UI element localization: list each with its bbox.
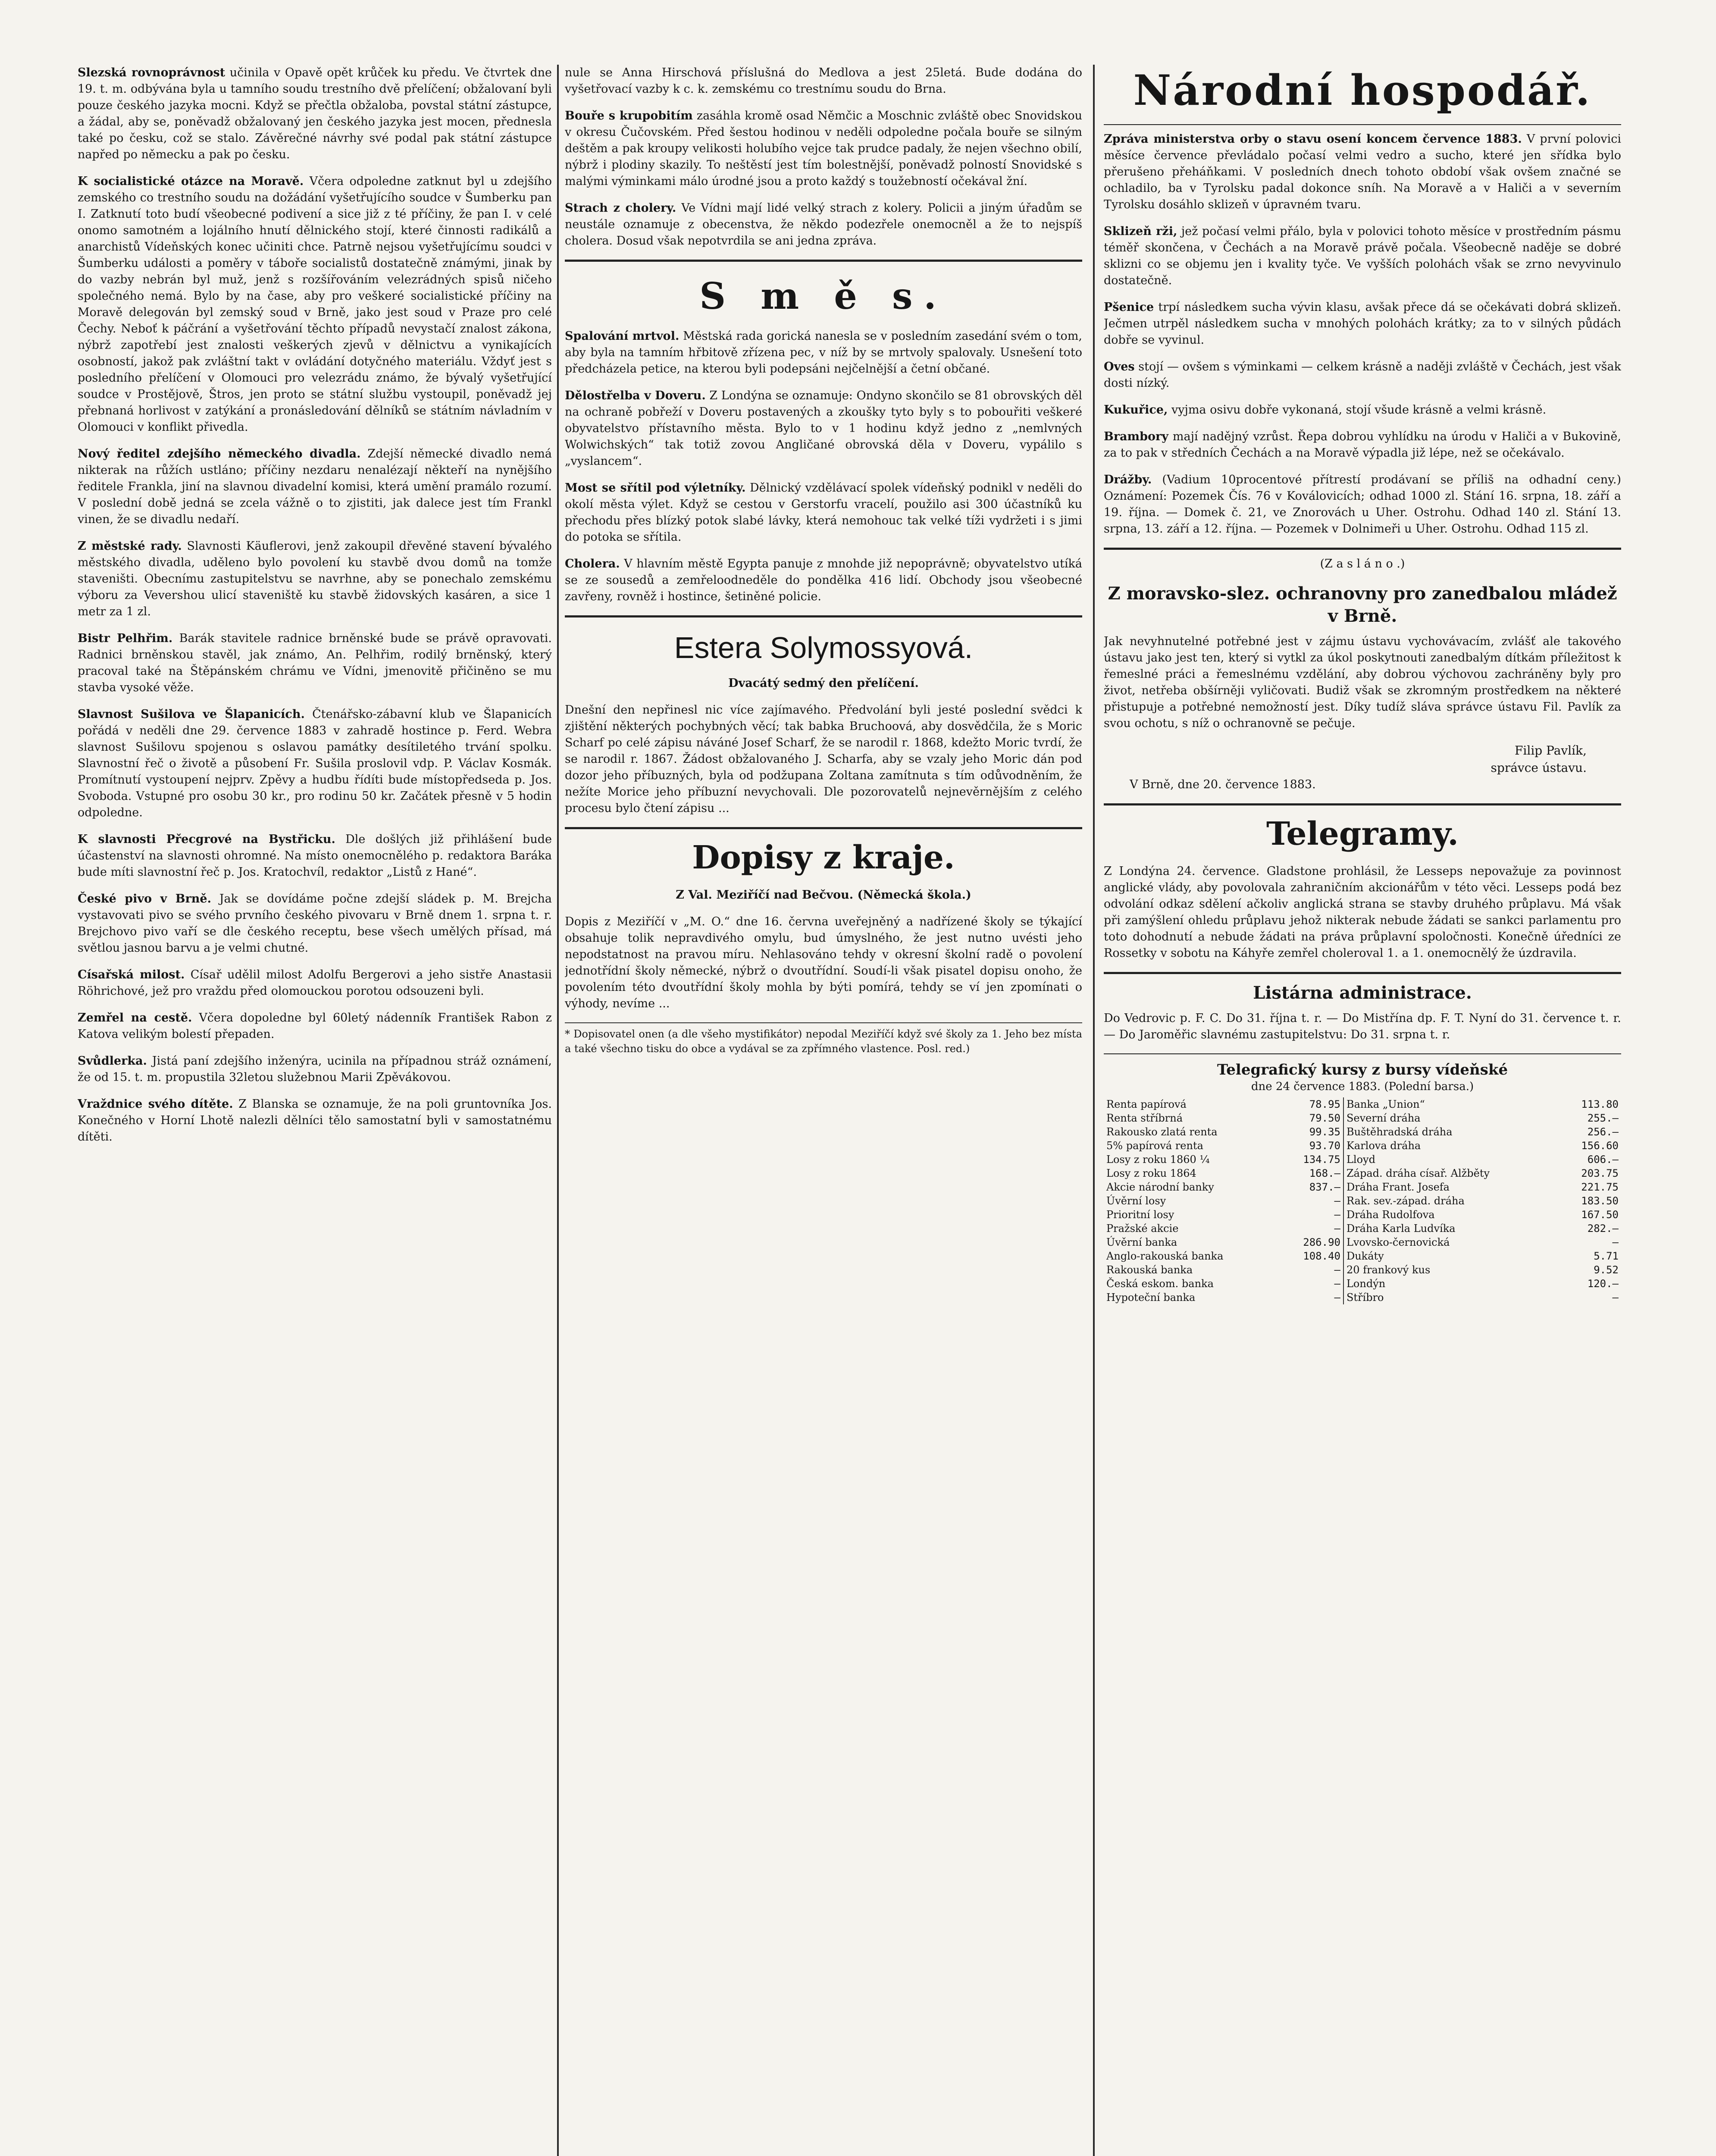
article-body: Jak se dovídáme počne zdejší sládek p. M. Brejcha vystavovati pivo se svého prvního českého pivovaru v Brně dnem 1. srpna t. r. Brejchovo pivo vaří se dle českého receptu, bese všech umělých přísad, má světlou jasnou barvu a je velmi chutné.: [78, 892, 552, 955]
rate-label: Severní dráha: [1346, 1112, 1421, 1124]
zaslano-body: Jak nevyhnutelné potřebné jest v zájmu ústavu vychovávacím, zvlášť ale takového ústavu jako jest ten, který si vytkl za úkol poskytnouti zanedbalým dítkám příležitost k řemeslné práci a řemeslnému vzdělání, aby dobrou výchovou zachráněny byly pro život, netřeba obšírněji vyličovati. Budiž však se zkromným prostředkem na některé přistupuje a potřebné nemožností jest. Díky tudíž sláva správce ústavu Fil. Pavlík za svou ochotu, s níž o ochranovně se pečuje.: [1104, 635, 1621, 730]
rate-value: 168.—: [1281, 1166, 1343, 1180]
article-body: mají nadějný vzrůst. Řepa dobrou vyhlídku na úrodu v Haliči a v Bukovině, za to pak v středních Čechách a na Moravě výpadla již lépe, než se očekávalo.: [1104, 430, 1621, 460]
rate-value: 282.—: [1587, 1222, 1619, 1235]
zaslano-signature: Filip Pavlík, správce ústavu.: [1491, 743, 1587, 775]
zaslano-label: (Z a s l á n o .): [1320, 557, 1405, 570]
section-divider: [565, 260, 1082, 262]
article-heading: Svůdlerka.: [78, 1054, 147, 1068]
rate-row: [1104, 1277, 1621, 1291]
rate-value: 183.50: [1581, 1195, 1619, 1207]
article-heading: České pivo v Brně.: [78, 892, 212, 906]
rate-label: Stříbro: [1346, 1291, 1384, 1304]
rate-row: [1104, 1180, 1621, 1194]
rate-value: —: [1281, 1277, 1343, 1291]
article: [78, 706, 552, 821]
rate-value: —: [1281, 1291, 1343, 1304]
article-heading: Kukuřice,: [1104, 403, 1168, 417]
rate-value: 156.60: [1581, 1140, 1619, 1152]
article-heading: Oves: [1104, 360, 1135, 373]
article: [565, 388, 1082, 470]
article: [78, 65, 552, 163]
article-heading: Bistr Pelhřim.: [78, 632, 173, 645]
estera-subheading: Dvacátý sedmý den přelíčení.: [728, 677, 919, 690]
rate-row: [1104, 1263, 1621, 1277]
rate-value: —: [1281, 1194, 1343, 1208]
article: [1104, 472, 1621, 537]
rate-value: 606.—: [1587, 1153, 1619, 1166]
section-divider: [1104, 803, 1621, 805]
article-heading: Císařská milost.: [78, 968, 185, 981]
article: [78, 891, 552, 956]
article-heading: Slezská rovnoprávnost: [78, 66, 225, 79]
article: [1104, 131, 1621, 213]
rate-label: Dráha Karla Ludvíka: [1346, 1222, 1456, 1235]
rate-label: Anglo-rakouská banka: [1106, 1250, 1224, 1262]
article: [78, 967, 552, 1000]
rate-row: [1104, 1291, 1621, 1304]
rate-value: 255.—: [1587, 1112, 1619, 1124]
rate-label: Dráha Frant. Josefa: [1346, 1181, 1450, 1193]
rate-label: Renta papírová: [1106, 1098, 1187, 1110]
article-heading: Dělostřelba v Doveru.: [565, 389, 706, 402]
zaslano-date: V Brně, dne 20. července 1883.: [1130, 778, 1316, 791]
rate-label: Banka „Union“: [1346, 1098, 1425, 1110]
article-body: V hlavním městě Egypta panuje z mnohde již nepoprávně; obyvatelstvo utíká se ze sousedů a zemřeloodneděle do pondělka 416 lidí. Obchody jsou všeobecné zavřeny, rovněž i hostince, šetiněné policie.: [565, 557, 1082, 603]
column-rule: [1093, 65, 1095, 2156]
rate-row: [1104, 1111, 1621, 1125]
article-body: Barák stavitele radnice brněnské bude se právě opravovati. Radnici brněnskou stavěl, jak známo, An. Pelhřim, rodilý brněnský, který pracoval také na Štěpánském chrámu ve Vídni, jmenovitě přičiněno se mu stavba vysoké věže.: [78, 632, 552, 694]
column-right: [1104, 65, 1621, 2156]
rate-row: [1104, 1097, 1621, 1111]
zaslano-heading: Z moravsko-slez. ochranovny pro zanedbalou mládež v Brně.: [1108, 583, 1617, 626]
rate-value: 99.35: [1281, 1125, 1343, 1139]
article-heading: Sklizeň rži,: [1104, 225, 1177, 238]
dopisy-place: Z Val. Meziříčí nad Bečvou. (Německá škola.): [676, 888, 971, 902]
article: [565, 200, 1082, 249]
rate-label: Losy z roku 1860 ¼: [1106, 1153, 1210, 1166]
rate-label: Úvěrní losy: [1106, 1195, 1166, 1207]
article-body: Z Blanska se oznamuje, že na poli gruntovníka Jos. Konečného v Horní Lhotě nalezli dělníci tělo samostatní byli v samostatnému dítěti.: [78, 1097, 552, 1144]
article-body: Slavnosti Käuflerovi, jenž zakoupil dřevěné stavení bývalého městského divadla, uděleno bylo povolení ku stavbě dvou domů na tomže staveništi. Obecnímu zastupitelstvu se navrhne, aby se ponechalo zemskému výboru za Vevershou ulicí staveniště ku stavbě židovských kasáren, a sice 1 metr za 1 zl.: [78, 539, 552, 618]
section-heading-estera: Estera Solymossyová.: [674, 631, 973, 664]
article-heading: Drážby.: [1104, 473, 1152, 486]
rate-row: [1104, 1208, 1621, 1222]
article: [565, 556, 1082, 605]
article-body: vyjma osivu dobře vykonaná, stojí všude krásně a velmi krásně.: [1171, 403, 1547, 417]
article-heading: Pšenice: [1104, 301, 1154, 314]
rate-value: 113.80: [1581, 1098, 1619, 1110]
listarna-heading: Listárna administrace.: [1253, 983, 1472, 1003]
rate-value: 286.90: [1281, 1235, 1343, 1249]
article-body: Jistá paní zdejšího inženýra, ucinila na případnou stráž oznámení, že od 15. t. m. propustila 32letou služebnou Marii Zpěvákovou.: [78, 1054, 552, 1084]
article-body: stojí — ovšem s výminkami — celkem krásně a naději zvláště v Čechách, jest však dosti nízký.: [1104, 360, 1621, 390]
article-body: Dělnický vzdělávací spolek vídeňský podnikl v neděli do okolí města výlet. Když se cestou v Gerstorfu vracelí, použilo asi 300 účastníků ku přechodu přes blízký potok slabé lávky, která nemohouc tak velké tíži vydržeti i s jimi do potoka se sřítila.: [565, 481, 1082, 544]
article: [78, 1010, 552, 1043]
rate-label: Hypoteční banka: [1106, 1291, 1196, 1304]
rate-value: 120.—: [1587, 1278, 1619, 1290]
column-left: [78, 65, 552, 2156]
rate-value: 5.71: [1594, 1250, 1619, 1262]
article: [78, 538, 552, 620]
rate-label: 5% papírová renta: [1106, 1140, 1203, 1152]
article-body: Císař udělil milost Adolfu Bergerovi a jeho sistře Anastasii Röhrichové, jež pro vraždu před olomouckou porotou odsouzeni byli.: [78, 968, 552, 998]
rate-row: [1104, 1153, 1621, 1166]
article: [78, 1096, 552, 1145]
rate-value: 256.—: [1587, 1126, 1619, 1138]
article-heading: Brambory: [1104, 430, 1168, 443]
article: [1104, 299, 1621, 348]
rate-row: [1104, 1194, 1621, 1208]
article: [78, 831, 552, 881]
article-body: zasáhla kromě osad Němčic a Moschnic zvláště obec Snovidskou v okresu Čučovském. Před šestou hodinou v neděli odpoledne počala bouře se silným deštěm a pak kroupy velikosti holubího vejce tak prudce padaly, že nejen všechno obilí, nýbrž i plodiny skazily. To neštěstí jest tím bolestnější, poněvadž polností Snovidské s malými výminkami málo úrodné jsou a proto každý s toužebností očekával žní.: [565, 109, 1082, 188]
article-heading: Slavnost Sušilova ve Šlapanicích.: [78, 708, 305, 721]
article-body: Dle došlých již přihlášení bude účastenství na slavnosti ohromné. Na místo onemocnělého p. redaktora Baráka bude míti slavnostní řeč p. Jos. Kratochvíl, redaktor „Listů z Hané“.: [78, 833, 552, 879]
dopisy-body: Dopis z Meziříčí v „M. O.“ dne 16. června uveřejněný a nadřízené školy se týkající obsahuje tolik nepravdivého omylu, bud úmyslného, že jest nutno uvésti jeho nepodstatnost na pravou míru. Nehlasováno tehdy v okresní školní radě o povolení jednotřídní školy německé, nýbrž o dvoutřídní. Soudí-li však pisatel dopisu onoho, že povolením této dvoutřídní školy mohla by býti pomírá, tehdy se ví jen zpomínati o výhody, nevíme ...: [565, 915, 1082, 1010]
rate-label: Lvovsko-černovická: [1346, 1236, 1450, 1248]
rate-row: [1104, 1222, 1621, 1235]
section-divider: [1104, 124, 1621, 125]
listarna-body: Do Vedrovic p. F. C. Do 31. října t. r. — Do Mistřína dp. F. T. Nyní do 31. července t. r. — Do Jaroměřic slavnému zastupitelstvu: Do 31. srpna t. r.: [1104, 1012, 1621, 1041]
section-divider: [1104, 972, 1621, 974]
rate-label: Renta stříbrná: [1106, 1112, 1183, 1124]
rate-value: 78.95: [1281, 1097, 1343, 1111]
rate-row: [1104, 1125, 1621, 1139]
article-body: učinila v Opavě opět krůček ku předu. Ve čtvrtek dne 19. t. m. odbývána byla u tamního soudu trestního dvě přelíčení; obžalovaní byli pouze českého jazyka mocni. Když se přečtla obžaloba, povstal státní zástupce, a žádal, aby se, poněvadž obžalovaný jen českého jazyka jest mocen, přednesla také po česku, což se stalo. Závěrečné návrhy své podal pak státní zástupce napřed po německu a pak po česku.: [78, 66, 552, 161]
rate-label: Západ. dráha císař. Alžběty: [1346, 1167, 1490, 1179]
article: [1104, 429, 1621, 461]
dopisy-footnote: * Dopisovatel onen (a dle všeho mystifikátor) nepodal Meziříčí když své školy za 1. Jeho bez místa a také všechno tisku do obce a vydával se za zpřímného vlastence. Posl. red.): [565, 1022, 1082, 1056]
article: [78, 630, 552, 696]
rate-value: 79.50: [1281, 1111, 1343, 1125]
article-body: Včera dopoledne byl 60letý nádenník František Rabon z Katova velikým bolestí přepaden.: [78, 1011, 552, 1041]
rate-row: [1104, 1235, 1621, 1249]
rate-label: Rakousko zlatá renta: [1106, 1126, 1218, 1138]
section-heading-dopisy: Dopisy z kraje.: [692, 839, 955, 876]
rate-value: —: [1281, 1222, 1343, 1235]
article-body: Zdejší německé divadlo nemá nikterak na růžích ustláno; příčiny nezdaru nenalézají někteří na nynějšího ředitele Frankla, jiní na slavnou divadelní komisi, která umění pramálo rozumí. V poslední době jedná se zcela vážně o to zjistiti, jak dalece jest tím Frankl vinen, že se divadlu nedaří.: [78, 447, 552, 526]
article: [1104, 223, 1621, 289]
article-body: Ve Vídni mají lidé velký strach z kolery. Policii a jiným úřadům se neustále oznamuje z obecenstva, že někdo podezřele onemocněl a že to nejspíš cholera. Dosud však nepotvrdila se ani jedna zpráva.: [565, 201, 1082, 248]
rate-label: Pražské akcie: [1106, 1222, 1179, 1235]
article-heading: Spalování mrtvol.: [565, 329, 680, 343]
rate-label: Akcie národní banky: [1106, 1181, 1214, 1193]
rate-value: —: [1612, 1236, 1619, 1248]
article-heading: Strach z cholery.: [565, 201, 676, 215]
article-body: V první polovici měsíce července převládalo počasí velmi vedro a sucho, které jen sřídka bylo přerušeno přeháňkami. V posledních dnech tohoto období však ovšem značné se ochladilo, ba v Tyrolsku padal dokonce sníh. Na Moravě a v Haliči a v severním Tyrolsku dosáhlo sklizeň v úpravném tvaru.: [1104, 132, 1621, 211]
article-body: nule se Anna Hirschová příslušná do Medlova a jest 25letá. Bude dodána do vyšetřovací vazby k c. k. zemskému co trestnímu soudu do Brna.: [565, 66, 1082, 96]
article-heading: Zemřel na cestě.: [78, 1011, 192, 1025]
article-body: trpí následkem sucha vývin klasu, avšak přece dá se očekávati dobrá sklizeň. Ječmen utrpěl následkem sucha v mnohých polohách krátky; za to v silných půdách dobře se vyvinul.: [1104, 301, 1621, 347]
article: [1104, 359, 1621, 392]
article: [1104, 402, 1621, 418]
telegramy-body: Z Londýna 24. července. Gladstone prohlásil, že Lesseps nepovažuje za povinnost anglické vlády, aby povolovala zahraničním akcionářům v této věci. Lesseps podá bez odvolání odkaz sdělení ačkoliv anglická strana se stavby druhého průplavu. Má však při zamýšlení ohledu průplavu jehož nikterak nebude žádati se sankci parlamentu pro toto dohodnutí a nebude žádati na práva průplavní spoločnosti. Konečně úředníci ze Rossetky v sobotu na Káhyře zemřel choleroval 1. a 1. onemocnělý že úzdravila.: [1104, 865, 1621, 960]
rate-label: Úvěrní banka: [1106, 1236, 1177, 1248]
section-divider: [1104, 548, 1621, 550]
rate-label: 20 frankový kus: [1346, 1264, 1431, 1276]
rate-row: [1104, 1139, 1621, 1153]
article-heading: K slavnosti Přecgrové na Bystřicku.: [78, 833, 335, 846]
rates-heading: Telegrafický kursy z bursy vídeňské: [1217, 1061, 1508, 1078]
rate-value: —: [1281, 1208, 1343, 1222]
article: [78, 1053, 552, 1086]
article: [78, 446, 552, 528]
rate-label: Londýn: [1346, 1278, 1386, 1290]
rate-value: 221.75: [1581, 1181, 1619, 1193]
article-body: Včera odpoledne zatknut byl u zdejšího zemského co trestního soudu na dožádání vyšetřujícího soudce v Šumberku pan I. Zatknutí toto budí všeobecné podivení a sice již z té příčiny, že pan I. v celé onomo samotném a lojálního hnutí dělnického stojí, které činnosti radikálů a anarchistů Vídeňských konec učiniti chce. Patrně nejsou vyšetřujícímu soudci v Šumberku události a poměry v táboře socialistů dostatečně známými, jinak by do vazby nebrán byl muž, jenž s rozšířováním velezrádných spisů ničeho společného nemá. Bylo by na čase, aby pro veškeré socialistické příčiny na Moravě delegován byl zemský soud v Brně, jako jest soud v Praze pro celé Čechy. Neboť k páčrání a vyšetřování těchto případů nevystačí znalost zákona, nýbrž zapotřebí jest znalosti veškerých zjevů v dělnictvu a vynikajících osobností, jakož pak zvláštní takt v ovládání dotyčného materiálu. Vždyť jest s posledního přelíčení v Olomouci pro velezrádu známo, že bývalý vyšetřující soudce v Prostějově, Štros, jen proto se státní službu vystoupil, poněvadž jej přebnaná horlivost v zatýkání a pronásledování dělníků se státním návladním v Olomouci v konflikt přivedla.: [78, 175, 552, 434]
article-body: (Vadium 10procentové přítrestí prodávaní se příliš na odhadní ceny.) Oznámení: Pozemek Čís. 76 v Koválovicích; odhad 1000 zl. Stání 16. srpna, 18. září a 19. října. — Domek č. 21, ve Znorovách u Uher. Ostrohu. Odhad 140 zl. Stání 13. srpna, 13. září a 12. října. — Pozemek v Dolnimeři u Uher. Ostrohu. Odhad 115 zl.: [1104, 473, 1621, 536]
article-heading: Nový ředitel zdejšího německého divadla.: [78, 447, 361, 461]
article: [565, 480, 1082, 545]
article-heading: Zpráva ministerstva orby o stavu osení koncem července 1883.: [1104, 132, 1522, 146]
article-body: jež počasí velmi přálo, byla v polovici tohoto měsíce v prostředním pásmu téměř skončena, v Čechách a na Moravě právě počala. Všeobecně naděje se dobré sklizni co se objemu jen i kvality tyče. Ve vyšších polohách však se zrno nevyvinulo dostatečně.: [1104, 225, 1621, 287]
rate-value: 93.70: [1281, 1139, 1343, 1153]
rate-label: Losy z roku 1864: [1106, 1167, 1196, 1179]
estera-body: Dnešní den nepřinesl nic více zajímavého. Předvolání byli jesté poslední svědci k zjištění některých pochybných věcí; tak babka Bruchoová, aby dosvědčila, že s Moric Scharf po celé zápisu náváné Josef Scharf, že se narodil r. 1868, kdežto Moric tvrdí, že se narodil r. 1867. Žádost obžalovaného J. Scharfa, aby se vzaly jeho Moric dán pod dozor jeho příbuzných, byla od podžupana Zoltana zamítnuta s tím odůvodněním, že nežíte Morice jeho příbuzní nevychovali. Dle pozorovatelů nejnevěrnějším z celého procesu bylo čtení zápisu ...: [565, 703, 1082, 815]
section-divider: [565, 827, 1082, 829]
section-heading-smes: S m ě s.: [699, 275, 948, 317]
section-divider: [565, 615, 1082, 617]
article-body: Čtenářsko-zábavní klub ve Šlapanicích pořádá v neděli dne 29. července 1883 v zahradě hostince p. Ferd. Webra slavnost Sušilovu spojenou s oslavou památky desítiletého trvání spolku. Slavnostní řeč o životě a působení Fr. Sušila proslovil vdp. P. Václav Kosmák. Promítnutí vystoupení nejprv. Zpěvy a hudbu řídíti bude místopředseda p. Jos. Svoboda. Vstupné pro osobu 30 kr., pro rodinu 50 kr. Začátek přesně v 5 hodin odpoledne.: [78, 708, 552, 819]
rate-value: 9.52: [1594, 1264, 1619, 1276]
rate-label: Karlova dráha: [1346, 1140, 1421, 1152]
article-heading: Bouře s krupobitím: [565, 109, 693, 122]
column-middle: [565, 65, 1082, 2156]
rate-label: Česká eskom. banka: [1106, 1278, 1214, 1290]
rate-label: Dráha Rudolfova: [1346, 1209, 1435, 1221]
article-body: Městská rada gorická nanesla se v posledním zasedání svém o tom, aby byla na tamním hřbitově zřízena pec, v níž by se mrtvoly spalovaly. Usnešení toto předcházela petice, na kterou byli podepsáni nejčelnější a četní občané.: [565, 329, 1082, 376]
rate-row: [1104, 1249, 1621, 1263]
rate-value: 837.—: [1281, 1180, 1343, 1194]
column-rule: [557, 65, 559, 2156]
rate-label: Buštěhradská dráha: [1346, 1126, 1453, 1138]
rate-label: Rak. sev.-západ. dráha: [1346, 1195, 1465, 1207]
article-heading: Vraždnice svého dítěte.: [78, 1097, 233, 1111]
article-heading: Z městské rady.: [78, 539, 182, 553]
rate-value: 167.50: [1581, 1209, 1619, 1221]
rate-label: Lloyd: [1346, 1153, 1375, 1166]
article-body: Z Londýna se oznamuje: Ondyno skončilo se 81 obrovských děl na ochraně pobřeží v Doveru postavených a zkoušky tyto byly s to pobouřiti veškeré obyvatelstvo přístavního města. Bylo to v 1 hodinu když jedno z „nemlvných Wolwichských“ tak totiž zovou Angličané obrovská děla v Doveru, vypálilo s „vyslancem“.: [565, 389, 1082, 468]
section-heading-telegramy: Telegramy.: [1266, 815, 1459, 852]
rate-label: Dukáty: [1346, 1250, 1384, 1262]
article: [78, 173, 552, 436]
article-heading: Cholera.: [565, 557, 620, 570]
article: [565, 65, 1082, 97]
section-heading-narodni-hospodar: Národní hospodář.: [1133, 66, 1592, 115]
rate-label: Rakouská banka: [1106, 1264, 1193, 1276]
exchange-rates-table: [1104, 1097, 1621, 1304]
section-divider: [1104, 1053, 1621, 1054]
rate-row: [1104, 1166, 1621, 1180]
article: [565, 328, 1082, 377]
rate-value: —: [1281, 1263, 1343, 1277]
article-heading: K socialistické otázce na Moravě.: [78, 175, 304, 188]
article: [565, 108, 1082, 190]
rate-value: 134.75: [1281, 1153, 1343, 1166]
article-heading: Most se sřítil pod výletníky.: [565, 481, 746, 495]
rate-value: 108.40: [1281, 1249, 1343, 1263]
rate-value: 203.75: [1581, 1167, 1619, 1179]
rate-value: —: [1612, 1291, 1619, 1304]
rates-subheading: dne 24 července 1883. (Polední barsa.): [1251, 1080, 1474, 1093]
rate-label: Prioritní losy: [1106, 1209, 1174, 1221]
